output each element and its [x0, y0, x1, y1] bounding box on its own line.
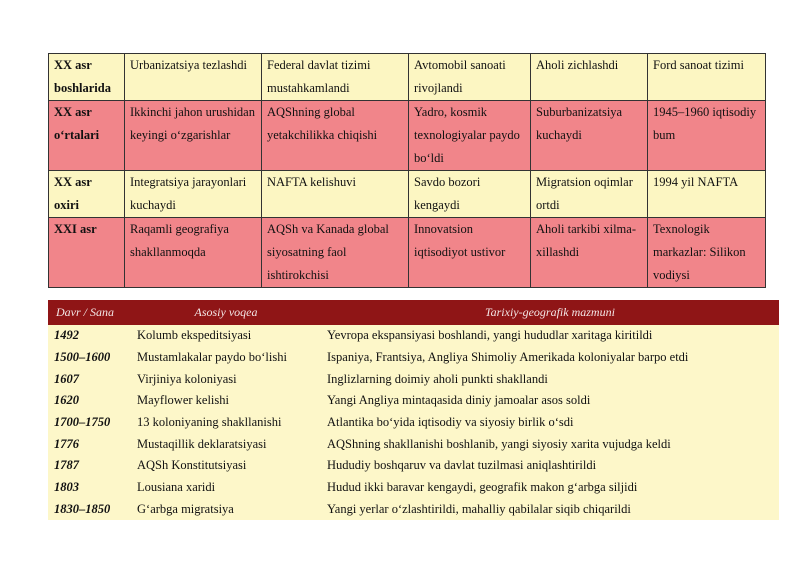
date-cell: 1776	[54, 436, 79, 451]
date-cell: 1500–1600	[54, 350, 111, 365]
table-cell: Urbanizatsiya tezlashdi	[125, 54, 262, 101]
content-cell: Ispaniya, Frantsiya, Angliya Shimoliy Amerikada koloniyalar barpo etdi	[327, 350, 689, 365]
event-cell: 13 koloniyaning shakllanishi	[137, 415, 282, 430]
date-cell: 1607	[54, 371, 79, 386]
header-content: Tarixiy-geografik mazmuni	[321, 300, 779, 325]
event-cell: Mustaqillik deklaratsiyasi	[137, 436, 267, 451]
table-cell: Yadro, kosmik texnologiyalar paydo bo‘ldi	[409, 101, 531, 171]
timeline-table	[48, 300, 779, 520]
period-cell: XX asr oxiri	[49, 171, 125, 218]
content-cell: Hudud ikki baravar kengaydi, geografik makon g‘arbga siljidi	[327, 480, 638, 495]
table-cell: Savdo bozori kengaydi	[409, 171, 531, 218]
table-header-row	[48, 300, 779, 325]
content-cell: Yevropa ekspansiyasi boshlandi, yangi hududlar xaritaga kiritildi	[327, 328, 653, 343]
table-row	[48, 390, 779, 412]
content-cell: Yangi Angliya mintaqasida diniy jamoalar asos soldi	[327, 393, 591, 408]
date-cell: 1492	[54, 328, 79, 343]
date-cell: 1830–1850	[54, 501, 111, 516]
table-cell: Texnologik markazlar: Silikon vodiysi	[648, 218, 766, 288]
content-cell: Atlantika bo‘yida iqtisodiy va siyosiy birlik o‘sdi	[327, 415, 574, 430]
table-cell: AQShning global yetakchilikka chiqishi	[262, 101, 409, 171]
date-cell: 1787	[54, 458, 79, 473]
table-row	[48, 368, 779, 390]
table-row	[48, 325, 779, 347]
content-cell: Hududiy boshqaruv va davlat tuzilmasi aniqlashtirildi	[327, 458, 597, 473]
event-cell: AQSh Konstitutsiyasi	[137, 458, 247, 473]
periods-table	[48, 53, 766, 288]
table-cell: Aholi tarkibi xilma-xillashdi	[531, 218, 648, 288]
content-cell: Yangi yerlar o‘zlashtirildi, mahalliy qabilalar siqib chiqarildi	[327, 501, 631, 516]
date-cell: 1700–1750	[54, 415, 111, 430]
table-cell: Migratsion oqimlar ortdi	[531, 171, 648, 218]
table-cell: Aholi zichlashdi	[531, 54, 648, 101]
table-row	[48, 499, 779, 521]
table-cell: Ford sanoat tizimi	[648, 54, 766, 101]
date-cell: 1803	[54, 480, 79, 495]
table-cell: Ikkinchi jahon urushidan keyingi o‘zgarishlar	[125, 101, 262, 171]
table-cell: 1994 yil NAFTA	[648, 171, 766, 218]
period-cell: XX asr boshlarida	[49, 54, 125, 101]
event-cell: Kolumb ekspeditsiyasi	[137, 328, 252, 343]
table-cell: Raqamli geografiya shakllanmoqda	[125, 218, 262, 288]
table-row	[49, 54, 766, 101]
header-date: Davr / Sana	[48, 300, 131, 325]
event-cell: G‘arbga migratsiya	[137, 501, 234, 516]
event-cell: Mayflower kelishi	[137, 393, 229, 408]
table-row	[48, 455, 779, 477]
table-row	[48, 347, 779, 369]
table-row	[48, 477, 779, 499]
table-cell: 1945–1960 iqtisodiy bum	[648, 101, 766, 171]
content-cell: Inglizlarning doimiy aholi punkti shakllandi	[327, 371, 548, 386]
event-cell: Mustamlakalar paydo bo‘lishi	[137, 350, 287, 365]
table-cell: Avtomobil sanoati rivojlandi	[409, 54, 531, 101]
timeline-table-container	[48, 300, 779, 520]
table-cell: NAFTA kelishuvi	[262, 171, 409, 218]
table-cell: AQSh va Kanada global siyosatning faol ishtirokchisi	[262, 218, 409, 288]
table-cell: Federal davlat tizimi mustahkamlandi	[262, 54, 409, 101]
table-row	[49, 171, 766, 218]
date-cell: 1620	[54, 393, 79, 408]
table-row	[48, 412, 779, 434]
event-cell: Lousiana xaridi	[137, 480, 216, 495]
period-cell: XX asr o‘rtalari	[49, 101, 125, 171]
table-cell: Innovatsion iqtisodiyot ustivor	[409, 218, 531, 288]
period-cell: XXI asr	[49, 218, 125, 288]
table-row	[49, 218, 766, 288]
table-cell: Integratsiya jarayonlari kuchaydi	[125, 171, 262, 218]
header-event: Asosiy voqea	[131, 300, 321, 325]
content-cell: AQShning shakllanishi boshlanib, yangi siyosiy xarita vujudga keldi	[327, 436, 671, 451]
table-row	[49, 101, 766, 171]
event-cell: Virjiniya koloniyasi	[137, 371, 237, 386]
table-row	[48, 433, 779, 455]
table-cell: Suburbanizatsiya kuchaydi	[531, 101, 648, 171]
